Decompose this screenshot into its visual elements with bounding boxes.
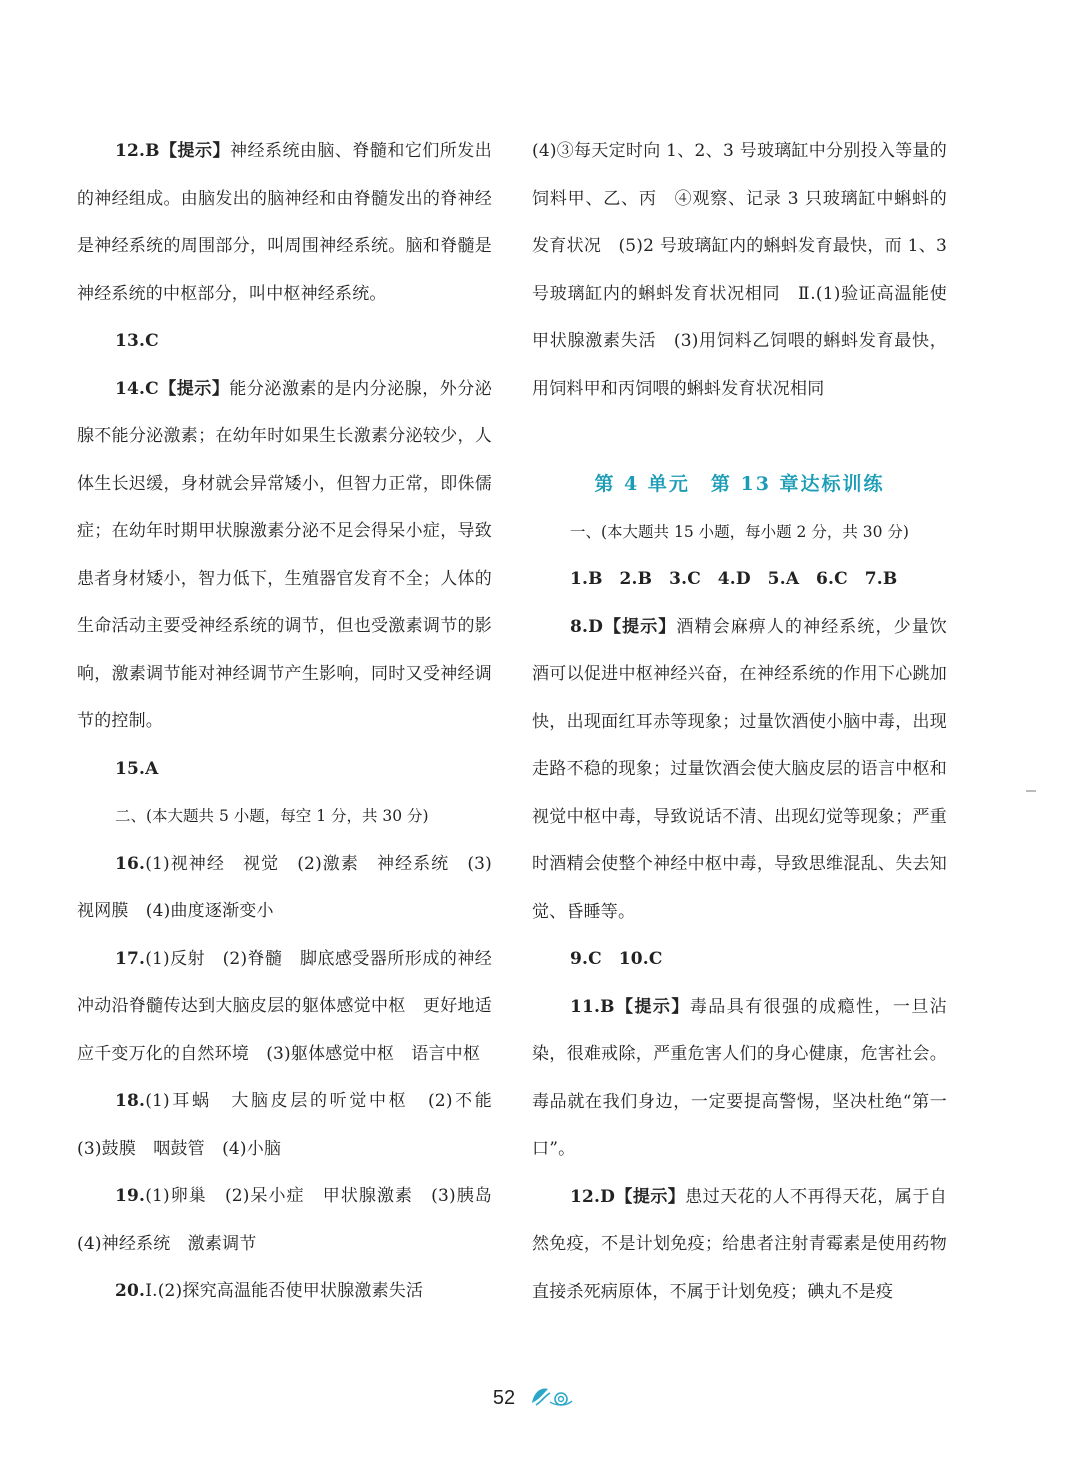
answer-19: 19.(1)卵巢 (2)呆小症 甲状腺激素 (3)胰岛 (4)神经系统 激素调节 [77, 1186, 510, 1254]
answer-12: 12.B【提示】神经系统由脑、脊髓和它们所发出的神经组成。由脑发出的脑神经和由脊髓发出的脊神经是神经系统的周围部分，叫周围神经系统。脑和脊髓是神经系统的中枢部分，叫中枢神经系统。 [77, 141, 492, 304]
spacer [532, 413, 947, 461]
answer-18: 18.(1)耳蜗 大脑皮层的听觉中枢 (2)不能 (3)鼓膜 咽鼓管 (4)小脑 [77, 1091, 510, 1159]
answer-16: 16.(1)视神经 视觉 (2)激素 神经系统 (3)视网膜 (4)曲度逐渐变小 [77, 853, 492, 921]
answer-11: 11.B【提示】毒品具有很强的成瘾性，一旦沾染，很难戒除，严重危害人们的身心健康，危害社会。毒品就在我们身边，一定要提高警惕，坚决杜绝“第一口”。 [532, 996, 947, 1159]
answer-4: 4.D [717, 569, 751, 589]
answer-15: 15.A [115, 758, 159, 779]
answer-20-continued: (4)③每天定时向 1、2、3 号玻璃缸中分别投入等量的饲料甲、乙、丙 ④观察、记录 3 只玻璃缸中蝌蚪的发育状况 (5)2 号玻璃缸内的蝌蚪发育最快，而 1、3 号玻璃缸内的蝌蚪发育状况相同 Ⅱ.(1)验证高温能使甲状腺激素失活 (3)用饲料乙饲喂的蝌蚪发育最快，用饲料甲和丙饲喂的蝌蚪发育状况相同 [532, 141, 947, 399]
answer-20: 20.Ⅰ.(2)探究高温能否使甲状腺激素失活 [115, 1281, 424, 1301]
answer-9: 9.C [570, 949, 602, 969]
answer-12-unit: 12.D【提示】患过天花的人不再得天花，属于自然免疫，不是计划免疫；给患者注射青霉素是使用药物直接杀死病原体，不属于计划免疫；碘丸不是疫 [532, 1186, 947, 1302]
section-1-heading: 一、(本大题共 15 小题，每小题 2 分，共 30 分) [570, 522, 909, 541]
answers-1-7 [532, 556, 947, 604]
answer-17: 17.(1)反射 (2)脊髓 脚底感受器所形成的神经冲动沿脊髓传达到大脑皮层的躯体感觉中枢 更好地适应千变万化的自然环境 (3)躯体感觉中枢 语言中枢 [77, 948, 492, 1064]
page-number: 52 [492, 1386, 516, 1409]
answer-10: 10.C [618, 949, 663, 969]
leaf-swirl-logo-icon [528, 1383, 574, 1413]
answer-7: 7.B [864, 569, 898, 589]
answers-9-10 [532, 936, 947, 984]
scan-edge-mark [1026, 790, 1036, 792]
answer-5: 5.A [767, 569, 800, 589]
answer-8: 8.D【提示】酒精会麻痹人的神经系统，少量饮酒可以促进中枢神经兴奋，在神经系统的作用下心跳加快，出现面红耳赤等现象；过量饮酒使小脑中毒，出现走路不稳的现象；过量饮酒会使大脑皮层的语言中枢和视觉中枢中毒，导致说话不清、出现幻觉等现象；严重时酒精会使整个神经中枢中毒，导致思维混乱、失去知觉、昏睡等。 [532, 616, 948, 922]
right-column [532, 128, 947, 1316]
answer-13: 13.C [115, 331, 159, 351]
answer-2: 2.B [619, 569, 653, 589]
page-footer [0, 1383, 1067, 1413]
answer-14: 14.C【提示】能分泌激素的是内分泌腺，外分泌腺不能分泌激素；在幼年时如果生长激素分泌较少，人体生长迟缓，身材就会异常矮小，但智力正常，即侏儒症；在幼年时期甲状腺激素分泌不足会得呆小症，导致患者身材矮小，智力低下，生殖器官发育不全；人体的生命活动主要受神经系统的调节，但也受激素调节的影响，激素调节能对神经调节产生影响，同时又受神经调节的控制。 [77, 378, 492, 731]
left-column [77, 128, 510, 1316]
section-2-heading: 二、(本大题共 5 小题，每空 1 分，共 30 分) [115, 807, 429, 825]
answer-1: 1.B [570, 569, 603, 589]
answer-3: 3.C [669, 569, 701, 589]
answer-6: 6.C [816, 569, 848, 589]
unit-title: 第 4 单元 第 13 章达标训练 [594, 473, 885, 495]
